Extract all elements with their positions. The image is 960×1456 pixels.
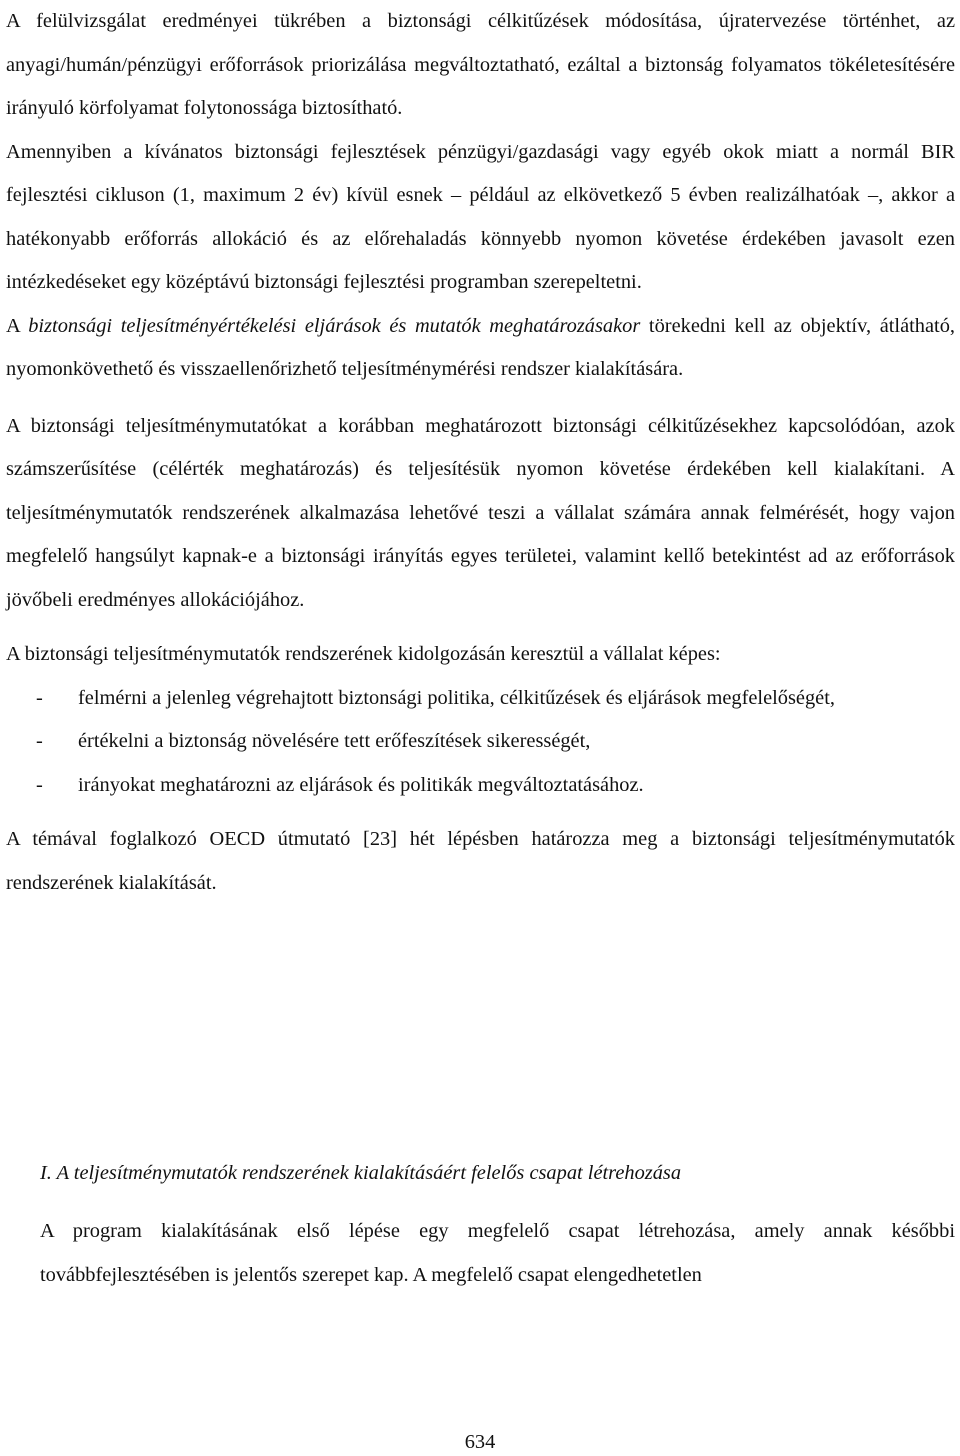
capabilities-list [6,677,955,808]
document-page [6,0,955,905]
paragraph-performance-evaluation [6,305,955,392]
list-item-text: értékelni a biztonság növelésére tett erőfeszítések sikerességét, [78,730,591,752]
list-dash: - [36,686,43,709]
list-item-text: felmérni a jelenleg végrehajtott biztonsági politika, célkitűzések és eljárások megfelelőségét, [78,686,835,709]
list-dash: - [36,773,43,796]
paragraph-lead-text: A [6,314,29,337]
page-number: 634 [464,1431,496,1453]
section-heading: I. A teljesítménymutatók rendszerének kialakításáért felelős csapat létrehozása [40,1162,682,1184]
emphasized-phrase: biztonsági teljesítményértékelési eljárások és mutatók meghatározásakor [28,314,641,337]
paragraph-rest-text: törekedni kell az objektív, átlátható, nyomonkövethető és visszaellenőrizhető teljesítménymérési rendszer kialakítására. [6,314,955,380]
paragraph-review-results: A felülvizsgálat eredményei tükrében a biztonsági célkitűzések módosítása, újratervezése történhet, az anyagi/humán/pénzügyi erőforrások priorizálása megváltoztatható, ezáltal a biztonság folyamatos tökéletesítésére irányuló körfolyamat folytonossága biztosítható. [6,10,955,119]
paragraph-oecd-guide: A témával foglalkozó OECD útmutató [23] hét lépésben határozza meg a biztonsági teljesítménymutatók rendszerének kialakítását. [6,828,955,894]
paragraph-list-intro: A biztonsági teljesítménymutatók rendszerének kidolgozásán keresztül a vállalat képes: [6,643,721,665]
paragraph-performance-indicators: A biztonsági teljesítménymutatókat a korábban meghatározott biztonsági célkitűzésekhez kapcsolódóan, azok számszerűsítése (célérték meghatározás) és teljesítésük nyomon követése érdekében kell kialakítani. A teljesítménymutatók rendszerének alkalmazása lehetővé teszi a vállalat számára annak felmérését, hogy vajon megfelelő hangsúlyt kapnak-e a biztonsági irányítás egyes területei, valamint kellő betekintést ad az erőforrások jövőbeli eredményes allokációjához. [6,414,955,611]
list-dash: - [36,730,43,752]
list-item [6,677,955,721]
paragraph-development-program: Amennyiben a kívánatos biztonsági fejlesztések pénzügyi/gazdasági vagy egyéb okok miatt a normál BIR fejlesztési cikluson (1, maximum 2 év) kívül esnek – például az elkövetkező 5 évben realizálhatóak –, akkor a hatékonyabb erőforrás allokáció és az előrehaladás könnyebb nyomon követése érdekében javasolt ezen intézkedéseket egy középtávú biztonsági fejlesztési programban szerepeltetni. [6,140,955,293]
list-item-text: irányokat meghatározni az eljárások és politikák megváltoztatásához. [78,773,644,796]
list-item [6,720,955,764]
section-body-paragraph: A program kialakításának első lépése egy megfelelő csapat létrehozása, amely annak későbbi továbbfejlesztésében is jelentős szerepet kap. A megfelelő csapat elengedhetetlen [40,1220,955,1286]
list-item [6,764,955,808]
